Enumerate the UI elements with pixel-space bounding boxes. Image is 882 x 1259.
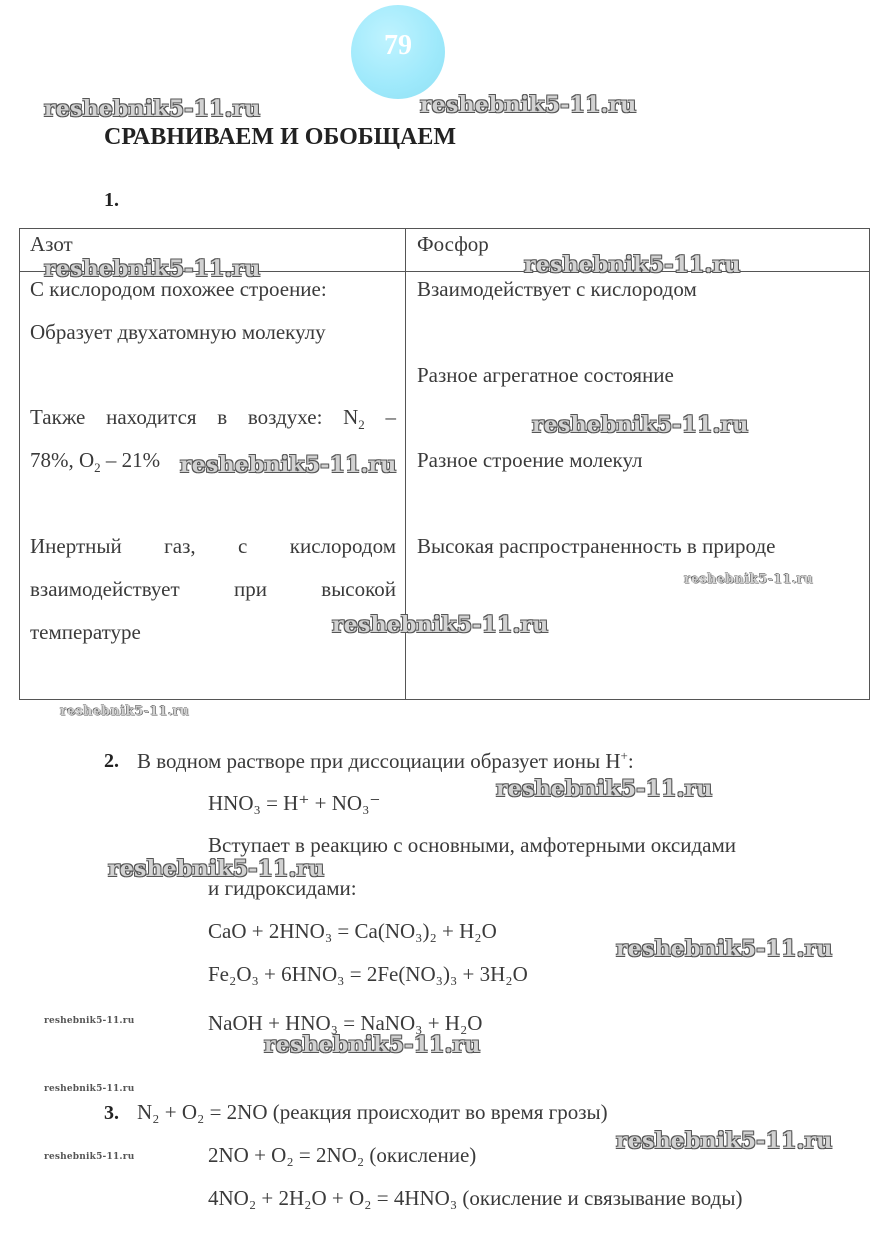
task2-text: Вступает в реакцию с основными, амфотерными оксидами (208, 833, 736, 857)
nitrogen-line: 78%, $O_2 - 21\%$ (30, 448, 161, 476)
watermark: reshebnik5-11.ru (44, 1084, 135, 1094)
task2-intro: В водном растворе при диссоциации образует ионы H+: (137, 748, 634, 773)
nitrogen-line: взаимодействует при высокой (30, 577, 396, 601)
table-header-nitrogen: Азот (30, 232, 73, 256)
nitrogen-line: С кислородом похожее строение: (30, 277, 327, 301)
nitrogen-line: Образует двухатомную молекулу (30, 320, 326, 344)
equation: 2NO + O₂ = 2NO₂ (окисление) (208, 1143, 477, 1167)
equation: HNO₃ = H⁺ + NO₃⁻ (208, 791, 381, 815)
watermark: reshebnik5-11.ru (60, 704, 190, 719)
watermark: reshebnik5-11.ru (532, 412, 749, 438)
phosphorus-line: Разное агрегатное состояние (417, 363, 674, 387)
nitrogen-line: Также находится в воздухе: $N_2$ – (30, 405, 397, 433)
watermark: reshebnik5-11.ru (180, 452, 397, 478)
watermark: reshebnik5-11.ru (524, 252, 741, 278)
task2-text: и гидроксидами: (208, 876, 357, 900)
watermark: reshebnik5-11.ru (684, 572, 814, 587)
equation: Fe₂O₃ + 6HNO₃ = 2Fe(NO₃)₃ + 3H₂O (208, 962, 528, 986)
task-number-1: 1. (104, 189, 119, 211)
watermark: reshebnik5-11.ru (44, 96, 261, 122)
watermark: reshebnik5-11.ru (44, 1152, 135, 1162)
watermark: reshebnik5-11.ru (616, 936, 833, 962)
phosphorus-line: Высокая распространенность в природе (417, 534, 776, 558)
equation: N₂ + O₂ = 2NO (реакция происходит во время грозы) (137, 1100, 608, 1124)
table-header-phosphorus: Фосфор (417, 232, 489, 256)
watermark: reshebnik5-11.ru (44, 256, 261, 282)
phosphorus-line: Взаимодействует с кислородом (417, 277, 697, 301)
task-number-3: 3. (104, 1102, 119, 1124)
task-number-2: 2. (104, 750, 119, 772)
page-title: СРАВНИВАЕМ И ОБОБЩАЕМ (104, 124, 457, 150)
watermark: reshebnik5-11.ru (420, 92, 637, 118)
watermark: reshebnik5-11.ru (332, 612, 549, 638)
equation: NaOH + HNO₃ = NaNO₃ + H₂O (208, 1011, 483, 1035)
watermark: reshebnik5-11.ru (44, 1016, 135, 1026)
phosphorus-line: Разное строение молекул (417, 448, 643, 472)
watermark: reshebnik5-11.ru (616, 1128, 833, 1154)
watermark: reshebnik5-11.ru (264, 1032, 481, 1058)
page-number: 79 (384, 30, 412, 61)
equation: CaO + 2HNO₃ = Ca(NO₃)₂ + H₂O (208, 919, 497, 943)
nitrogen-line: Инертный газ, с кислородом (30, 534, 396, 558)
watermark: reshebnik5-11.ru (496, 776, 713, 802)
watermark: reshebnik5-11.ru (108, 856, 325, 882)
nitrogen-line: температуре (30, 620, 141, 644)
equation: 4NO₂ + 2H₂O + O₂ = 4HNO₃ (окисление и связывание воды) (208, 1186, 743, 1210)
